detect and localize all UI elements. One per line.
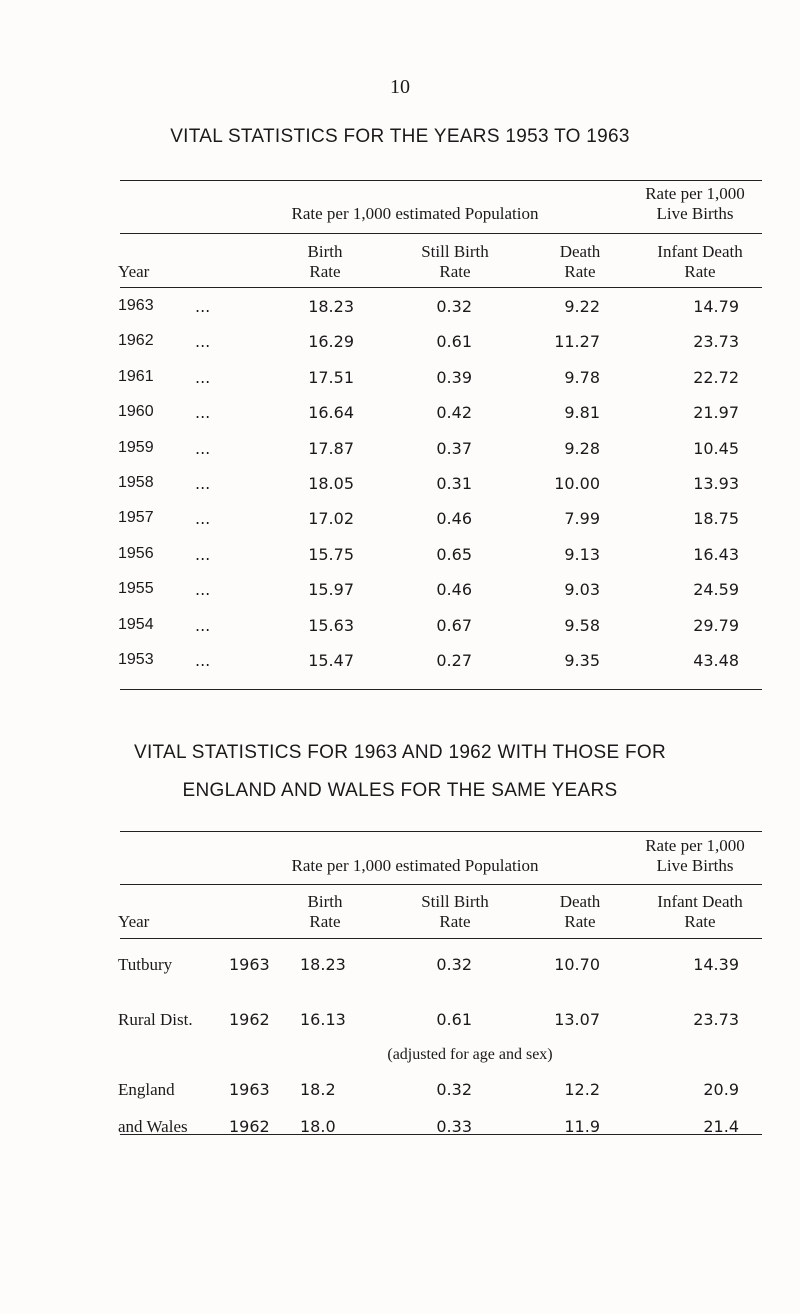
row-infant-death-rate: 10.45: [693, 438, 739, 458]
row-death-rate: 9.81: [564, 403, 600, 423]
row-birth-rate: 18.23: [308, 297, 354, 316]
table2-group-header-births-2: Live Births: [656, 856, 734, 875]
row-area: England: [118, 1080, 175, 1099]
table1-col-still-1: Still Birth: [421, 242, 489, 261]
row-infant-death-rate: 22.72: [693, 367, 739, 387]
table2-col-infant-1: Infant Death: [657, 892, 743, 911]
table1-group-header-births-2: Live Births: [656, 204, 734, 223]
row-infant-death-rate: 16.43: [693, 544, 739, 564]
row-birth-rate: 15.47: [308, 651, 354, 670]
row-year: 1963: [118, 297, 154, 314]
row-still-birth-rate: 0.27: [436, 651, 472, 670]
row-infant-death-rate: 13.93: [693, 474, 739, 493]
row-dots: ...: [195, 580, 211, 600]
row-still-birth-rate: 0.33: [436, 1117, 472, 1136]
table2-header-rule: [120, 884, 762, 885]
row-death-rate: 12.2: [564, 1080, 600, 1099]
row-birth-rate: 17.02: [308, 509, 354, 529]
table2-col-infant-2: Rate: [684, 912, 716, 931]
table2-col-still-2: Rate: [439, 912, 471, 931]
row-year: 1953: [118, 651, 154, 668]
row-area: Tutbury: [118, 955, 173, 974]
table2-col-still-1: Still Birth: [421, 892, 489, 911]
row-year: 1962: [229, 1117, 270, 1136]
row-infant-death-rate: 18.75: [693, 509, 739, 529]
row-death-rate: 11.9: [564, 1117, 600, 1136]
table1-col-birth-1: Birth: [307, 242, 343, 261]
row-still-birth-rate: 0.61: [436, 1010, 472, 1029]
row-dots: ...: [195, 438, 211, 458]
row-birth-rate: 18.2: [300, 1080, 336, 1099]
row-birth-rate: 17.51: [308, 367, 354, 387]
table2-col-birth-1: Birth: [307, 892, 343, 911]
row-infant-death-rate: 43.48: [693, 651, 739, 670]
row-dots: ...: [195, 403, 211, 423]
row-still-birth-rate: 0.32: [436, 297, 472, 316]
row-dots: ...: [195, 367, 211, 387]
table1-col-infant-2: Rate: [684, 262, 716, 281]
row-dots: ...: [195, 651, 211, 670]
table2-col-year: Year: [118, 912, 150, 931]
row-dots: ...: [195, 509, 211, 529]
table1-body-rule: [120, 287, 762, 288]
row-year: 1957: [118, 509, 154, 527]
row-dots: ...: [195, 332, 211, 352]
row-still-birth-rate: 0.46: [436, 509, 472, 529]
row-dots: ...: [195, 297, 211, 316]
row-birth-rate: 15.63: [308, 615, 354, 635]
row-death-rate: 9.35: [564, 651, 600, 670]
row-year: 1956: [118, 544, 154, 562]
table1-bottom-rule: [120, 689, 762, 690]
row-birth-rate: 15.75: [308, 544, 354, 564]
row-death-rate: 9.13: [564, 544, 600, 564]
row-year: 1954: [118, 615, 154, 633]
row-infant-death-rate: 21.4: [703, 1117, 739, 1136]
row-death-rate: 13.07: [554, 1010, 600, 1029]
row-still-birth-rate: 0.61: [436, 332, 472, 352]
table1-col-death-2: Rate: [564, 262, 596, 281]
table2-col-birth-2: Rate: [309, 912, 341, 931]
table2-group-header-population: Rate per 1,000 estimated Population: [291, 856, 539, 875]
row-still-birth-rate: 0.42: [436, 403, 472, 423]
row-birth-rate: 18.0: [300, 1117, 336, 1136]
row-infant-death-rate: 21.97: [693, 403, 739, 423]
table2-title-1: VITAL STATISTICS FOR 1963 AND 1962 WITH THOSE FOR: [133, 742, 667, 763]
table1-title: VITAL STATISTICS FOR THE YEARS 1953 TO 1963: [170, 126, 630, 147]
row-birth-rate: 16.29: [308, 332, 354, 352]
table2-body-rule: [120, 938, 762, 939]
row-death-rate: 9.03: [564, 580, 600, 600]
table2-col-death-1: Death: [559, 892, 601, 911]
row-year: 1960: [118, 403, 154, 421]
row-birth-rate: 15.97: [308, 580, 354, 600]
table1-group-header-population: Rate per 1,000 estimated Population: [291, 204, 539, 223]
table1-col-infant-1: Infant Death: [657, 242, 743, 261]
row-year: 1959: [118, 438, 154, 456]
row-dots: ...: [195, 474, 211, 493]
row-death-rate: 10.00: [554, 474, 600, 493]
row-death-rate: 9.78: [564, 367, 600, 387]
row-death-rate: 9.58: [564, 615, 600, 635]
table2-title-2: ENGLAND AND WALES FOR THE SAME YEARS: [182, 780, 618, 801]
row-death-rate: 9.28: [564, 438, 600, 458]
page-number: 10: [390, 76, 410, 98]
row-area: Rural Dist.: [118, 1010, 193, 1029]
row-infant-death-rate: 14.79: [693, 297, 739, 316]
row-area: and Wales: [118, 1117, 188, 1136]
row-birth-rate: 18.23: [300, 955, 346, 974]
row-year: 1958: [118, 474, 154, 491]
table1-top-rule: [120, 180, 762, 181]
row-dots: ...: [195, 544, 211, 564]
table2-adjustment-note: (adjusted for age and sex): [387, 1046, 553, 1063]
row-death-rate: 9.22: [564, 297, 600, 316]
table2-bottom-rule: [120, 1134, 762, 1135]
table1-group-header-births-1: Rate per 1,000: [645, 184, 745, 203]
row-infant-death-rate: 14.39: [693, 955, 739, 974]
row-infant-death-rate: 23.73: [693, 1010, 739, 1029]
row-still-birth-rate: 0.32: [436, 1080, 472, 1099]
row-still-birth-rate: 0.39: [436, 367, 472, 387]
table2-col-death-2: Rate: [564, 912, 596, 931]
row-still-birth-rate: 0.31: [436, 474, 472, 493]
row-birth-rate: 16.13: [300, 1010, 346, 1029]
row-birth-rate: 17.87: [308, 438, 354, 458]
row-infant-death-rate: 24.59: [693, 580, 739, 600]
row-still-birth-rate: 0.46: [436, 580, 472, 600]
row-birth-rate: 18.05: [308, 474, 354, 493]
row-still-birth-rate: 0.32: [436, 955, 472, 974]
row-year: 1963: [229, 1080, 270, 1099]
table1-col-year: Year: [118, 262, 150, 281]
table1-header-rule: [120, 233, 762, 234]
row-year: 1962: [229, 1010, 270, 1029]
row-death-rate: 11.27: [554, 332, 600, 352]
row-dots: ...: [195, 615, 211, 635]
row-year: 1963: [229, 955, 270, 974]
row-still-birth-rate: 0.67: [436, 615, 472, 635]
row-infant-death-rate: 29.79: [693, 615, 739, 635]
row-infant-death-rate: 20.9: [703, 1080, 739, 1099]
row-still-birth-rate: 0.65: [436, 544, 472, 564]
row-year: 1962: [118, 332, 154, 350]
row-year: 1961: [118, 367, 154, 385]
table2-group-header-births-1: Rate per 1,000: [645, 836, 745, 855]
row-year: 1955: [118, 580, 154, 598]
row-death-rate: 7.99: [564, 509, 600, 529]
table1-col-birth-2: Rate: [309, 262, 341, 281]
row-infant-death-rate: 23.73: [693, 332, 739, 352]
row-still-birth-rate: 0.37: [436, 438, 472, 458]
table1-col-still-2: Rate: [439, 262, 471, 281]
table2-top-rule: [120, 831, 762, 832]
row-death-rate: 10.70: [554, 955, 600, 974]
row-birth-rate: 16.64: [308, 403, 354, 423]
table1-col-death-1: Death: [559, 242, 601, 261]
